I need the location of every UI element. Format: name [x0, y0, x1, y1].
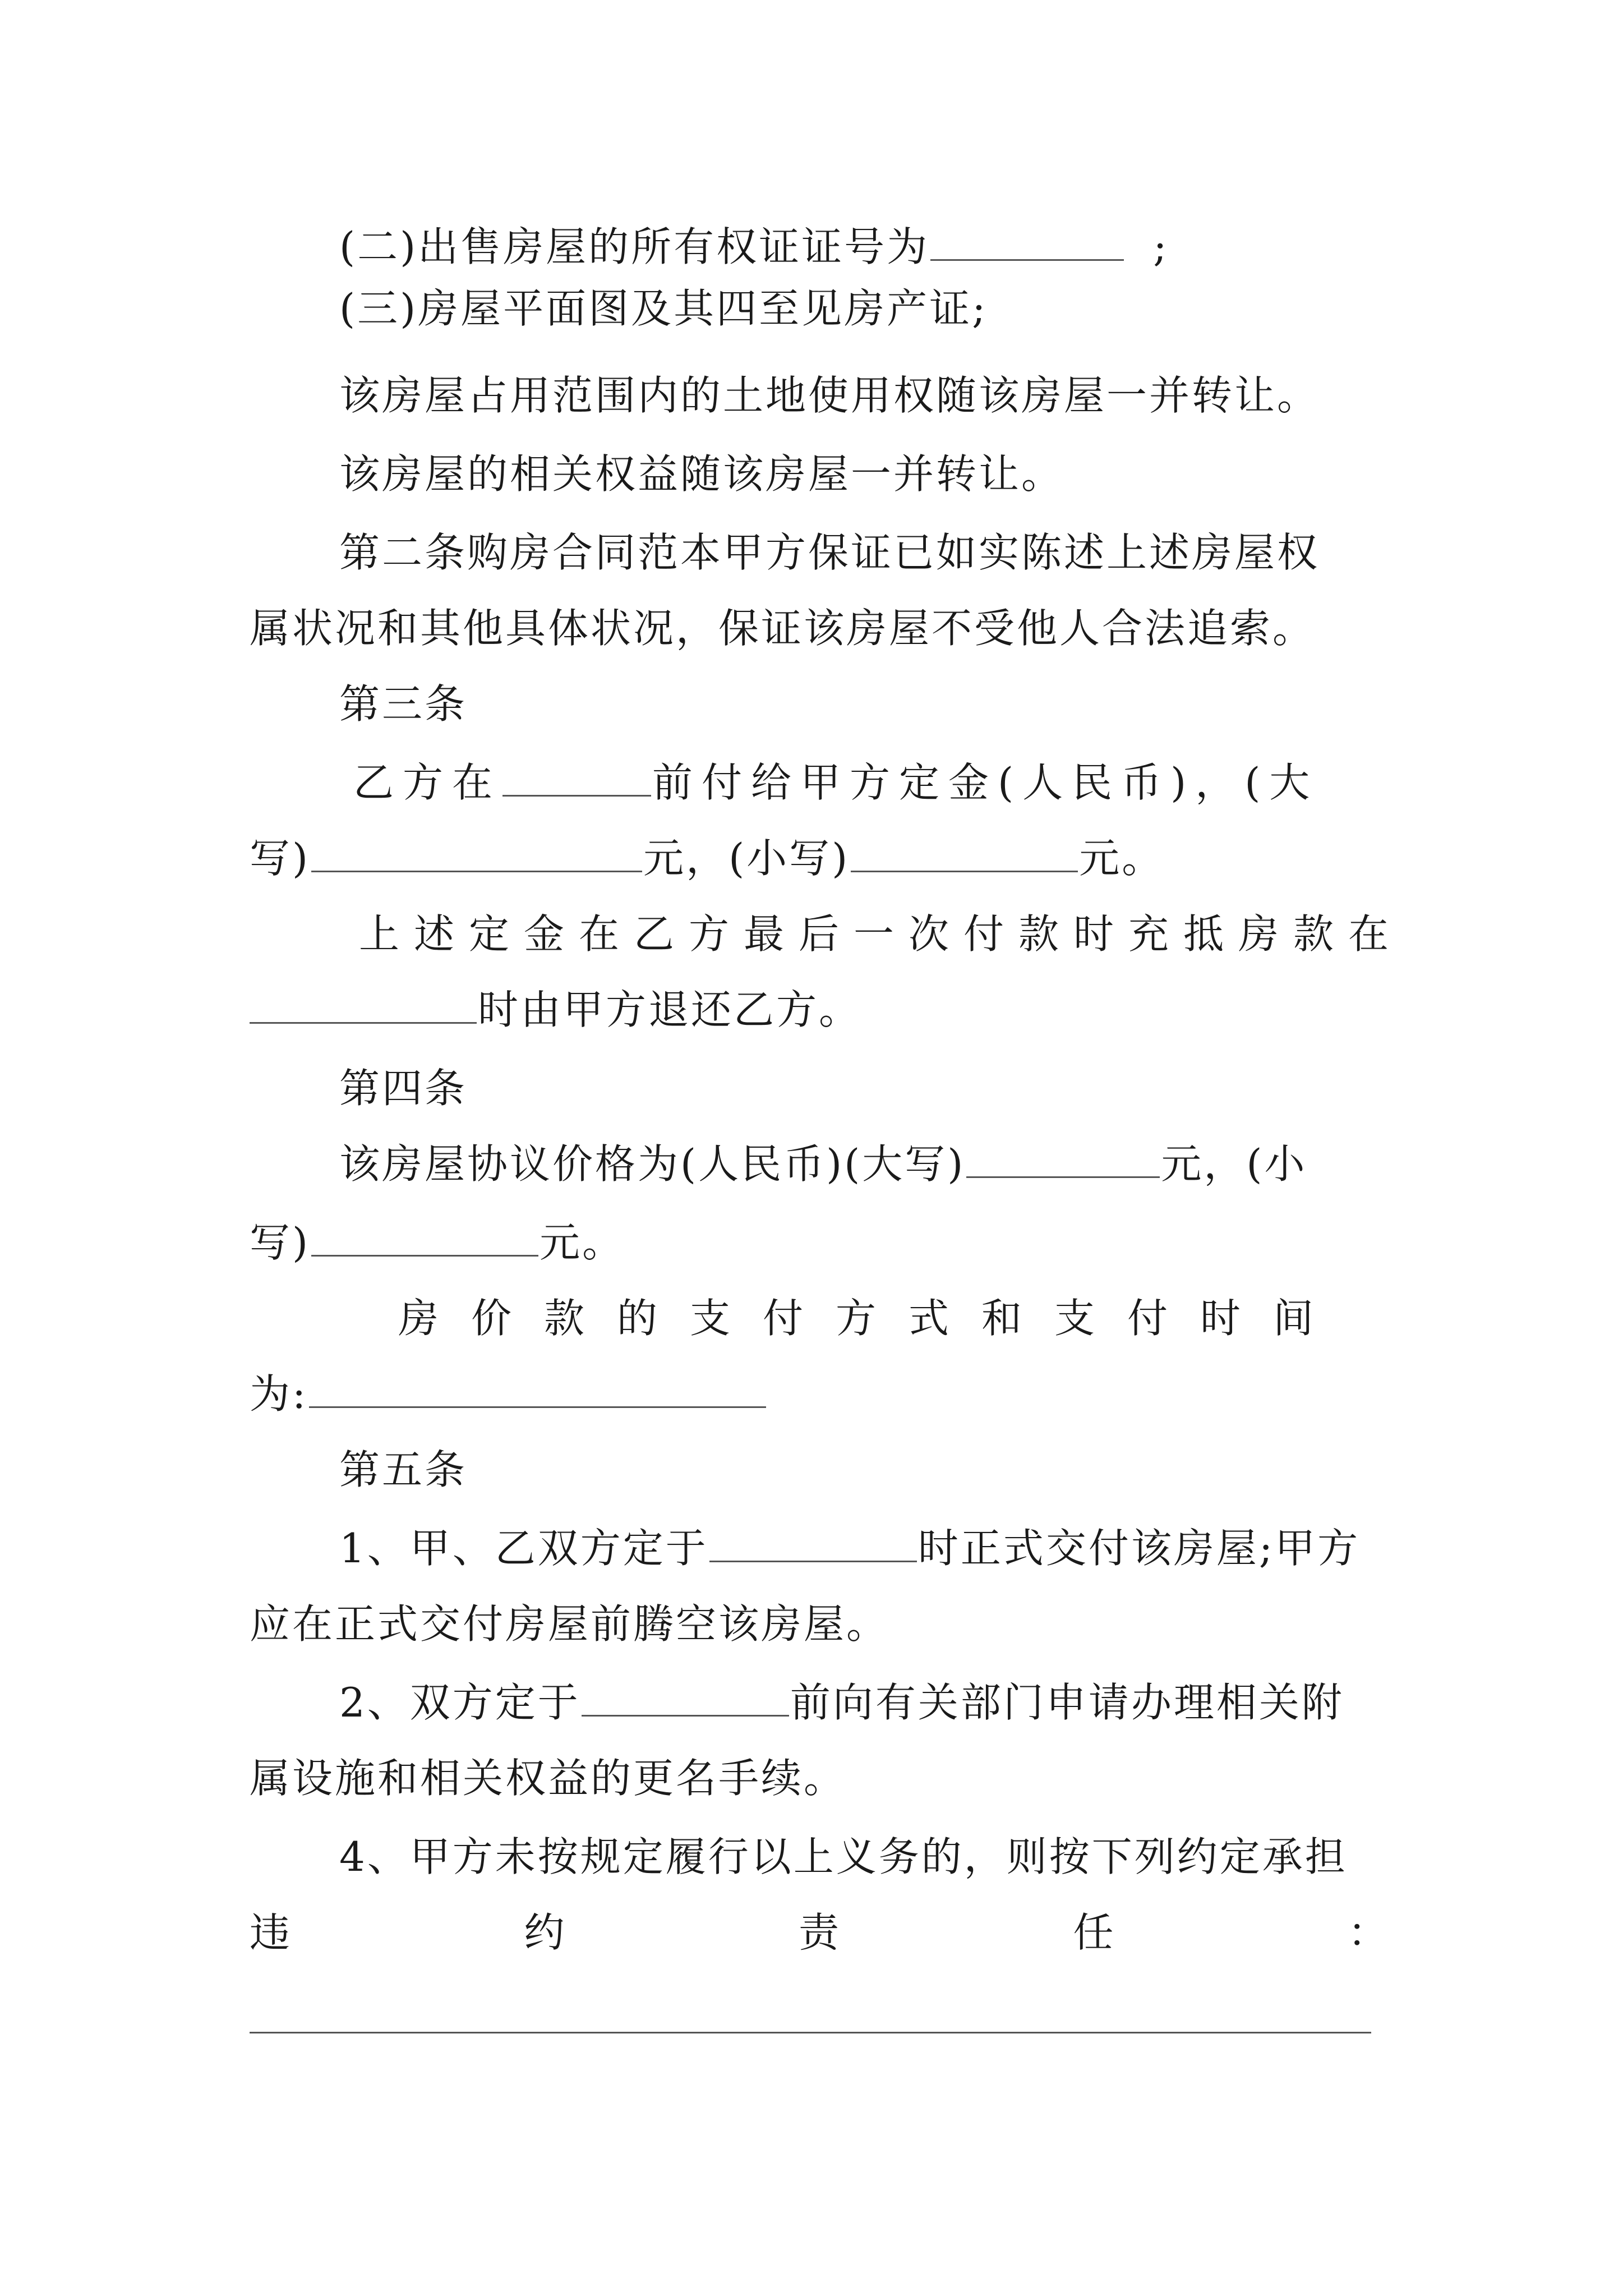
liability-fill-blank	[250, 2032, 1371, 2033]
payment-method-line-1	[398, 1287, 1388, 1349]
article-5-heading	[339, 1439, 1388, 1501]
transfer-date-blank	[582, 1674, 789, 1717]
paragraph-text: 元。	[1079, 835, 1165, 882]
article-3-heading	[339, 673, 1388, 735]
price-line-2	[250, 1212, 1388, 1273]
deposit-line-1	[353, 752, 1388, 813]
justified-word: 任	[1073, 1909, 1114, 1956]
justified-word: ：	[1347, 1909, 1388, 1956]
paragraph-text: 应在正式交付房屋前腾空该房屋。	[250, 1600, 889, 1648]
paragraph-text: 元，(小	[1161, 1140, 1307, 1188]
justified-word: 约	[524, 1909, 565, 1956]
deposit-date-blank	[502, 754, 651, 797]
paragraph-text: 乙方在	[353, 759, 502, 806]
article-4-heading	[339, 1057, 1388, 1119]
liability-line-1	[339, 1826, 1388, 1888]
paragraph-text: 属设施和相关权益的更名手续。	[250, 1755, 847, 1802]
paragraph-land-use-right	[339, 365, 1388, 426]
liability-line-2	[250, 1902, 1388, 1963]
paragraph-related-rights	[339, 443, 1388, 505]
price-line-1	[339, 1133, 1388, 1195]
justified-word: 责	[798, 1909, 839, 1956]
deposit-line-2	[250, 827, 1388, 889]
paragraph-text: 前付给甲方定金(人民币)，(大	[652, 759, 1319, 806]
paragraph-text: 元，(小写)	[643, 835, 850, 882]
paragraph-text: 该房屋协议价格为(人民币)(大写)	[339, 1140, 966, 1188]
paragraph-certificate-number	[339, 216, 1388, 278]
paragraph-text: (二)出售房屋的所有权证证号为	[339, 223, 930, 270]
article-heading: 第五条	[339, 1446, 468, 1493]
paragraph-text: (三)房屋平面图及其四至见房产证;	[339, 285, 988, 332]
payment-method-line-2	[250, 1363, 1388, 1425]
paragraph-text: 时正式交付该房屋;甲方	[917, 1525, 1361, 1572]
paragraph-text: 房价款的支付方式和支付时间	[398, 1295, 1347, 1342]
transfer-line-2	[250, 1747, 1388, 1809]
fill-blank	[930, 219, 1124, 261]
price-words-blank	[966, 1136, 1160, 1178]
paragraph-text: 4、甲方未按规定履行以上义务的，则按下列约定承担	[339, 1833, 1348, 1880]
delivery-line-2	[250, 1593, 1388, 1655]
article-heading: 第四条	[339, 1065, 468, 1112]
paragraph-text: 2、双方定于	[339, 1679, 580, 1726]
paragraph-text: ;	[1153, 223, 1169, 270]
paragraph-text: 前向有关部门申请办理相关附	[790, 1679, 1344, 1726]
deposit-offset-line-2	[250, 979, 1388, 1041]
paragraph-text: 1、甲、乙双方定于	[339, 1525, 708, 1572]
deposit-amount-figures-blank	[851, 830, 1078, 872]
paragraph-text: 写)	[250, 835, 311, 882]
paragraph-text: 该房屋占用范围内的土地使用权随该房屋一并转让。	[339, 372, 1320, 419]
article-2-line-1	[339, 522, 1388, 583]
deposit-offset-line-1	[359, 903, 1404, 965]
paragraph-text: 元。	[540, 1219, 625, 1266]
paragraph-text: 时由甲方退还乙方。	[478, 986, 862, 1033]
article-2-line-2	[250, 597, 1388, 659]
justified-word: 违	[250, 1909, 291, 1956]
payment-method-blank	[309, 1366, 766, 1408]
paragraph-text: 第二条购房合同范本甲方保证已如实陈述上述房屋权	[339, 529, 1320, 576]
paragraph-text: 为:	[250, 1370, 308, 1418]
delivery-line-1	[339, 1517, 1388, 1579]
deposit-amount-words-blank	[311, 830, 642, 872]
paragraph-text: 该房屋的相关权益随该房屋一并转让。	[339, 450, 1064, 498]
paragraph-text: 上述定金在乙方最后一次付款时充抵房款在	[359, 910, 1404, 958]
delivery-time-blank	[709, 1520, 917, 1562]
paragraph-floor-plan	[339, 278, 1388, 339]
transfer-line-1	[339, 1672, 1388, 1733]
article-heading: 第三条	[339, 680, 468, 728]
price-figures-blank	[311, 1214, 538, 1257]
refund-time-blank	[250, 982, 477, 1024]
paragraph-text: 属状况和其他具体状况，保证该房屋不受他人合法追索。	[250, 605, 1316, 652]
paragraph-text: 写)	[250, 1219, 311, 1266]
